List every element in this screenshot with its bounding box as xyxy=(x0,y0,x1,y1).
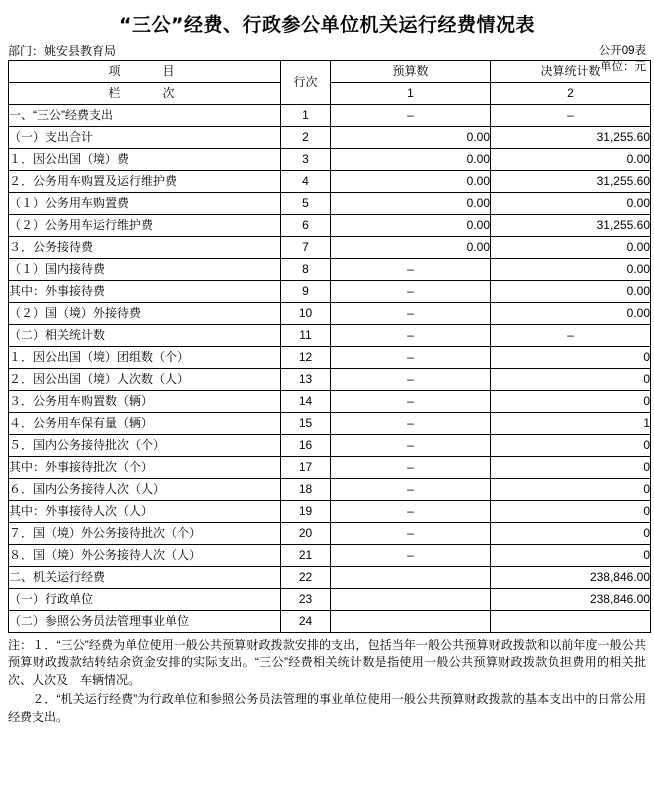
budget-value: – xyxy=(331,478,491,500)
budget-value xyxy=(331,588,491,610)
budget-value: 0.00 xyxy=(331,126,491,148)
header-row-no: 行次 xyxy=(281,60,331,104)
table-row xyxy=(9,104,651,126)
final-value xyxy=(491,610,651,632)
final-value: 0.00 xyxy=(491,192,651,214)
budget-value: – xyxy=(331,434,491,456)
row-item-label: 其中：外事接待费 xyxy=(9,280,281,302)
header-final-no: 2 xyxy=(491,82,651,104)
department-label: 部门：姚安县教育局 xyxy=(8,44,117,59)
final-value: 31,255.60 xyxy=(491,170,651,192)
row-item-label: ７．国（境）外公务接待批次（个） xyxy=(9,522,281,544)
row-number: 24 xyxy=(281,610,331,632)
table-header-row-1 xyxy=(9,60,651,82)
row-item-label: ２．公务用车购置及运行维护费 xyxy=(9,170,281,192)
table-row xyxy=(9,258,651,280)
row-number: 2 xyxy=(281,126,331,148)
table-body xyxy=(9,104,651,632)
row-number: 20 xyxy=(281,522,331,544)
row-item-label: ６．国内公务接待人次（人） xyxy=(9,478,281,500)
budget-value xyxy=(331,566,491,588)
final-value: 0 xyxy=(491,346,651,368)
table-row xyxy=(9,478,651,500)
row-item-label: （２）公务用车运行维护费 xyxy=(9,214,281,236)
row-number: 4 xyxy=(281,170,331,192)
row-number: 22 xyxy=(281,566,331,588)
row-number: 10 xyxy=(281,302,331,324)
budget-value xyxy=(331,610,491,632)
row-item-label: （１）公务用车购置费 xyxy=(9,192,281,214)
table-row xyxy=(9,324,651,346)
row-item-label: １．因公出国（境）费 xyxy=(9,148,281,170)
final-value: 31,255.60 xyxy=(491,214,651,236)
table-row xyxy=(9,214,651,236)
row-item-label: 其中：外事接待批次（个） xyxy=(9,456,281,478)
table-row xyxy=(9,522,651,544)
final-value: 0 xyxy=(491,390,651,412)
budget-value: – xyxy=(331,302,491,324)
final-value: – xyxy=(491,324,651,346)
final-value: 1 xyxy=(491,412,651,434)
row-item-label: 二、机关运行经费 xyxy=(9,566,281,588)
budget-value: 0.00 xyxy=(331,148,491,170)
final-value: 0.00 xyxy=(491,258,651,280)
table-row xyxy=(9,434,651,456)
budget-value: – xyxy=(331,522,491,544)
budget-value: 0.00 xyxy=(331,192,491,214)
table-row xyxy=(9,412,651,434)
table-row xyxy=(9,456,651,478)
row-item-label: （２）国（境）外接待费 xyxy=(9,302,281,324)
final-value: 0.00 xyxy=(491,280,651,302)
row-item-label: ２．因公出国（境）人次数（人） xyxy=(9,368,281,390)
row-number: 13 xyxy=(281,368,331,390)
notes-section xyxy=(8,637,646,726)
budget-value: – xyxy=(331,280,491,302)
header-final: 决算统计数 xyxy=(491,60,651,82)
final-value: 0 xyxy=(491,368,651,390)
budget-value: – xyxy=(331,258,491,280)
row-item-label: （二）参照公务员法管理事业单位 xyxy=(9,610,281,632)
final-value: 0 xyxy=(491,500,651,522)
form-code: 公开09表 xyxy=(598,45,646,57)
final-value: 238,846.00 xyxy=(491,566,651,588)
row-number: 17 xyxy=(281,456,331,478)
row-item-label: ５．国内公务接待批次（个） xyxy=(9,434,281,456)
row-number: 15 xyxy=(281,412,331,434)
row-number: 14 xyxy=(281,390,331,412)
table-row xyxy=(9,566,651,588)
table-row xyxy=(9,368,651,390)
row-number: 8 xyxy=(281,258,331,280)
row-number: 23 xyxy=(281,588,331,610)
row-number: 21 xyxy=(281,544,331,566)
header-item: 项 目 xyxy=(9,60,281,82)
budget-value: – xyxy=(331,412,491,434)
header-budget: 预算数 xyxy=(331,60,491,82)
row-item-label: ３．公务接待费 xyxy=(9,236,281,258)
table-row xyxy=(9,280,651,302)
table-row xyxy=(9,500,651,522)
row-item-label: ３．公务用车购置数（辆） xyxy=(9,390,281,412)
budget-value: 0.00 xyxy=(331,236,491,258)
final-value: 0.00 xyxy=(491,302,651,324)
final-value: 238,846.00 xyxy=(491,588,651,610)
row-number: 5 xyxy=(281,192,331,214)
table-row xyxy=(9,126,651,148)
final-value: 0 xyxy=(491,544,651,566)
budget-value: – xyxy=(331,368,491,390)
row-number: 18 xyxy=(281,478,331,500)
budget-value: – xyxy=(331,456,491,478)
table-row xyxy=(9,588,651,610)
row-item-label: （一）支出合计 xyxy=(9,126,281,148)
header-budget-no: 1 xyxy=(331,82,491,104)
row-item-label: ４．公务用车保有量（辆） xyxy=(9,412,281,434)
final-value: 0.00 xyxy=(491,236,651,258)
row-item-label: １．因公出国（境）团组数（个） xyxy=(9,346,281,368)
row-number: 12 xyxy=(281,346,331,368)
final-value: 0 xyxy=(491,478,651,500)
table-row xyxy=(9,544,651,566)
row-number: 11 xyxy=(281,324,331,346)
row-number: 7 xyxy=(281,236,331,258)
row-item-label: （一）行政单位 xyxy=(9,588,281,610)
row-number: 9 xyxy=(281,280,331,302)
table-row xyxy=(9,610,651,632)
budget-value: – xyxy=(331,324,491,346)
row-item-label: （二）相关统计数 xyxy=(9,324,281,346)
note-1: 注：１．“三公”经费为单位使用一般公共预算财政拨款安排的支出，包括当年一般公共预算财政拨款和以前年度一般公共预算财政拨款结转结余资金安排的实际支出。“三公”经费相关统计数是指使用一般公共预算财政拨款负担费用的相关批次、人次及 车辆情况。 xyxy=(8,637,646,687)
table-row xyxy=(9,236,651,258)
table-row xyxy=(9,302,651,324)
row-item-label: 其中：外事接待人次（人） xyxy=(9,500,281,522)
note-2: ２．“机关运行经费”为行政单位和参照公务员法管理的事业单位使用一般公共预算财政拨款的基本支出中的日常公用经费支出。 xyxy=(8,692,646,724)
budget-value: – xyxy=(331,346,491,368)
row-number: 6 xyxy=(281,214,331,236)
row-item-label: （１）国内接待费 xyxy=(9,258,281,280)
budget-value: – xyxy=(331,544,491,566)
final-value: 0 xyxy=(491,456,651,478)
budget-value: – xyxy=(331,390,491,412)
table-row xyxy=(9,192,651,214)
final-value: 31,255.60 xyxy=(491,126,651,148)
row-item-label: 一、“三公”经费支出 xyxy=(9,104,281,126)
final-value: 0 xyxy=(491,434,651,456)
final-value: 0.00 xyxy=(491,148,651,170)
table-row xyxy=(9,390,651,412)
budget-value: – xyxy=(331,500,491,522)
row-number: 16 xyxy=(281,434,331,456)
page-title: “三公”经费、行政参公单位机关运行经费情况表 xyxy=(119,14,535,36)
table-row xyxy=(9,346,651,368)
final-value: – xyxy=(491,104,651,126)
final-value: 0 xyxy=(491,522,651,544)
row-number: 3 xyxy=(281,148,331,170)
header-column-label: 栏 次 xyxy=(9,82,281,104)
row-item-label: ８．国（境）外公务接待人次（人） xyxy=(9,544,281,566)
budget-value: 0.00 xyxy=(331,170,491,192)
table-row xyxy=(9,148,651,170)
budget-value: – xyxy=(331,104,491,126)
table-row xyxy=(9,170,651,192)
budget-value: 0.00 xyxy=(331,214,491,236)
unit-label: 单位：元 xyxy=(600,61,646,74)
row-number: 19 xyxy=(281,500,331,522)
budget-table xyxy=(8,60,651,633)
row-number: 1 xyxy=(281,104,331,126)
